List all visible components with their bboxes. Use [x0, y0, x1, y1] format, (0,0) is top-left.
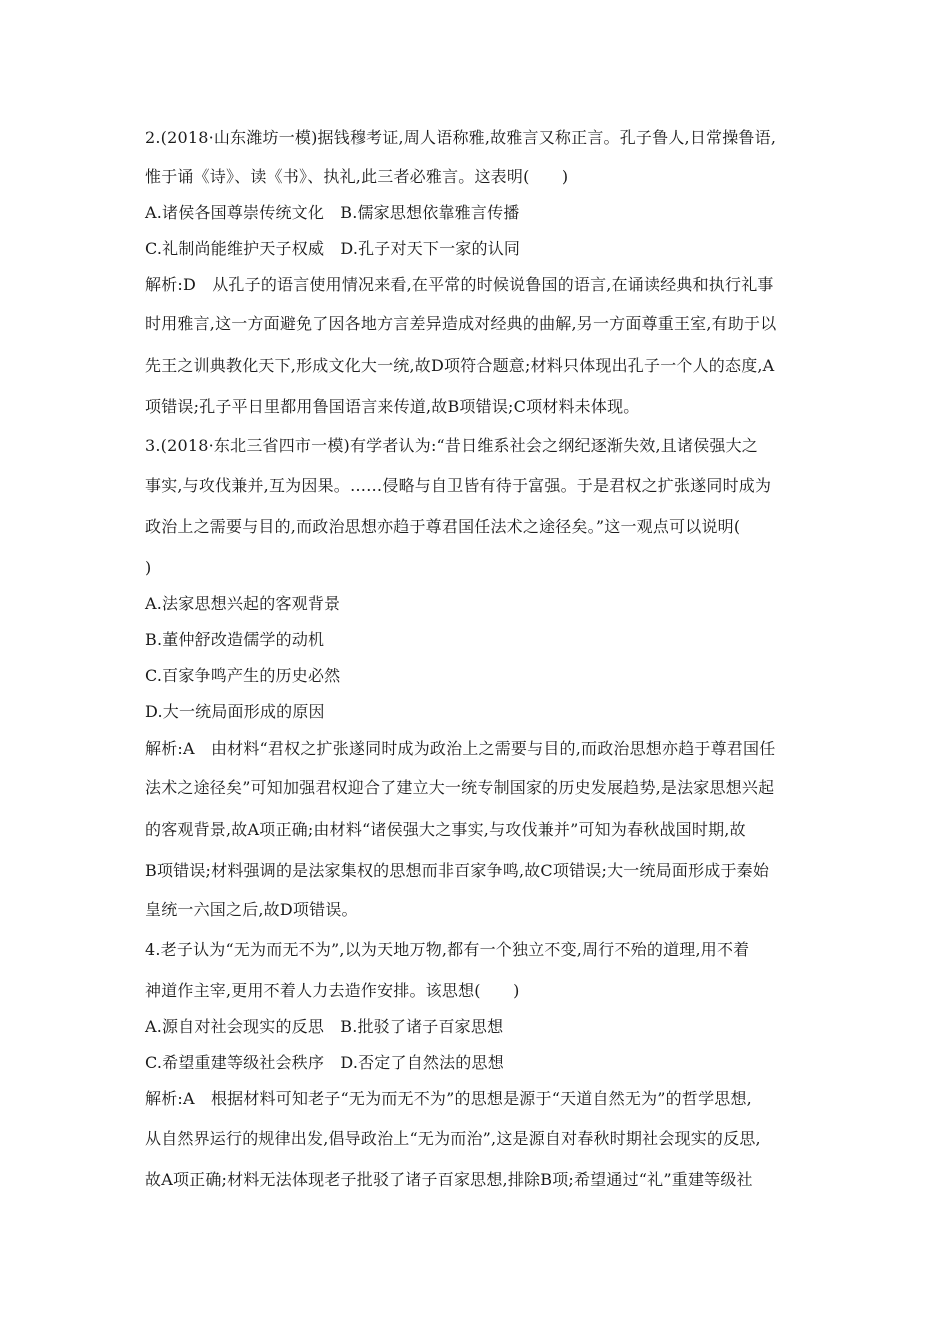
text-line: 从自然界运行的规律出发,倡导政治上“无为而治”,这是源自对春秋时期社会现实的反思, [145, 1129, 761, 1148]
option-line: A.诸侯各国尊崇传统文化 B.儒家思想依靠雅言传播 [145, 203, 520, 222]
text-line: 解析:A 由材料“君权之扩张遂同时成为政治上之需要与目的,而政治思想亦趋于尊君国任 [145, 739, 776, 758]
text-line: 3.(2018·东北三省四市一模)有学者认为:“昔日维系社会之纲纪逐渐失效,且诸侯强大之 [145, 436, 759, 455]
text-line: 故A项正确;材料无法体现老子批驳了诸子百家思想,排除B项;希望通过“礼”重建等级社 [145, 1170, 753, 1189]
option-line: A.源自对社会现实的反思 B.批驳了诸子百家思想 [145, 1017, 504, 1036]
text-line: 事实,与攻伐兼并,互为因果。……侵略与自卫皆有待于富强。于是君权之扩张遂同时成为 [145, 476, 772, 495]
text-line: 神道作主宰,更用不着人力去造作安排。该思想( ) [145, 981, 520, 1000]
text-line: 解析:A 根据材料可知老子“无为而无不为”的思想是源于“天道自然无为”的哲学思想, [145, 1089, 752, 1108]
option-line: A.法家思想兴起的客观背景 [145, 594, 341, 613]
option-line: B.董仲舒改造儒学的动机 [145, 630, 325, 649]
text-line: 先王之训典教化天下,形成文化大一统,故D项符合题意;材料只体现出孔子一个人的态度,A [145, 356, 775, 375]
text-line: 项错误;孔子平日里都用鲁国语言来传道,故B项错误;C项材料未体现。 [145, 397, 640, 416]
text-line: ) [145, 558, 152, 577]
option-line: D.大一统局面形成的原因 [145, 702, 325, 721]
text-line: 4.老子认为“无为而无不为”,以为天地万物,都有一个独立不变,周行不殆的道理,用不着 [145, 940, 750, 959]
text-line: 法术之途径矣”可知加强君权迎合了建立大一统专制国家的历史发展趋势,是法家思想兴起 [145, 778, 775, 797]
text-line: 解析:D 从孔子的语言使用情况来看,在平常的时候说鲁国的语言,在诵读经典和执行礼事 [145, 275, 774, 294]
text-line: 时用雅言,这一方面避免了因各地方言差异造成对经典的曲解,另一方面尊重王室,有助于以 [145, 314, 777, 333]
option-line: C.希望重建等级社会秩序 D.否定了自然法的思想 [145, 1053, 504, 1072]
text-line: 2.(2018·山东潍坊一模)据钱穆考证,周人语称雅,故雅言又称正言。孔子鲁人,日常操鲁语, [145, 128, 777, 147]
text-line: 的客观背景,故A项正确;由材料“诸侯强大之事实,与攻伐兼并”可知为春秋战国时期,故 [145, 820, 746, 839]
option-line: C.礼制尚能维护天子权威 D.孔子对天下一家的认同 [145, 239, 521, 258]
option-line: C.百家争鸣产生的历史必然 [145, 666, 341, 685]
text-line: 皇统一六国之后,故D项错误。 [145, 900, 358, 919]
text-line: 惟于诵《诗》、读《书》、执礼,此三者必雅言。这表明( ) [145, 167, 569, 186]
text-line: 政治上之需要与目的,而政治思想亦趋于尊君国任法术之途径矣。”这一观点可以说明( [145, 517, 741, 536]
text-line: B项错误;材料强调的是法家集权的思想而非百家争鸣,故C项错误;大一统局面形成于秦始 [145, 861, 770, 880]
